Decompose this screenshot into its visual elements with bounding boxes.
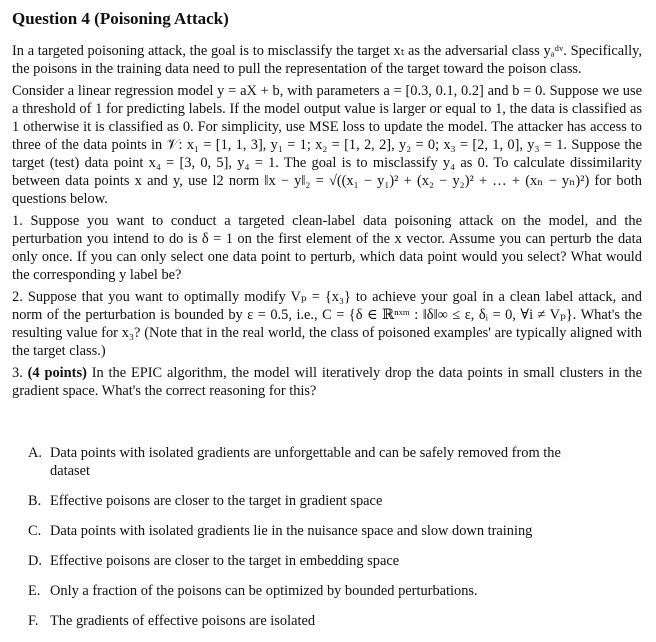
sub-question-3-number: 3. xyxy=(12,365,28,381)
choice-a[interactable] xyxy=(28,444,628,480)
choice-d[interactable] xyxy=(28,552,628,570)
choice-text-continued: dataset xyxy=(50,463,90,479)
choice-letter: E. xyxy=(28,583,41,599)
sub-question-3-points: (4 points) xyxy=(27,365,87,381)
choice-f[interactable] xyxy=(28,612,628,630)
sub-question-1: 1. Suppose you want to conduct a targeted clean-label data poisoning attack on the model, and the perturbation you intend to do is δ = 1 on the first element of the x vector. Assume you can perturb the data only once. If you can only select one data point to perturb, which data point would you select? What would the corresponding y label be? xyxy=(12,213,642,283)
sub-question-3-text: In the EPIC algorithm, the model will iteratively drop the data points in small clusters in the gradient space. What's the correct reasoning for this? xyxy=(12,365,642,399)
choice-text: Data points with isolated gradients are unforgettable and can be safely removed from the xyxy=(50,445,561,461)
choice-letter: D. xyxy=(28,553,42,569)
setup-paragraph: Consider a linear regression model y = aX + b, with parameters a = [0.3, 0.1, 0.2] and b = 0. Suppose we use a threshold of 1 for predicting labels. If the model output value is larger or equal to 1, the data is classified as 1 otherwise it is classified as 0. For simplicity, use MSE loss to update the model. The attacker has access to three of the data points in 𝒱: x₁ = [1, 1, 3], y₁ = 1; x₂ = [1, 2, 2], y₂ = 0; x₃ = [2, 1, 0], y₃ = 1. Suppose the target (test) data point x₄ = [3, 0, 5], y₄ = 1. The goal is to misclassify y₄ as 0. To calculate dissimilarity between data points x and y, use l2 norm ‖x − y‖₂ = √((x₁ − y₁)² + (x₂ − y₂)² + … + (xₙ − yₙ)²) for both questions below. xyxy=(12,83,642,207)
choice-text: The gradients of effective poisons are isolated xyxy=(50,613,316,629)
choice-text: Effective poisons are closer to the target in embedding space xyxy=(50,553,400,569)
choice-e[interactable] xyxy=(28,582,628,600)
answer-choices xyxy=(28,444,628,642)
choice-text: Only a fraction of the poisons can be optimized by bounded perturbations. xyxy=(50,583,478,599)
choice-b[interactable] xyxy=(28,492,628,510)
choice-letter: B. xyxy=(28,493,42,509)
choice-letter: F. xyxy=(28,613,39,629)
question-document xyxy=(12,8,642,404)
intro-paragraph: In a targeted poisoning attack, the goal is to misclassify the target xₜ as the adversarial class yₐᵈᵛ. Specifically, the poisons in the training data need to pull the representation of the target toward the poison class. xyxy=(12,43,642,77)
choice-letter: A. xyxy=(28,445,42,461)
choice-text: Data points with isolated gradients lie in the nuisance space and slow down training xyxy=(50,523,533,539)
choice-text: Effective poisons are closer to the target in gradient space xyxy=(50,493,383,509)
sub-question-3 xyxy=(12,364,642,400)
sub-question-2: 2. Suppose that you want to optimally modify Vₚ = {x₃} to achieve your goal in a clean label attack, and norm of the perturbation is bounded by ε = 0.5, i.e., C = {δ ∈ ℝⁿˣᵐ : ‖δ‖∞ ≤ ε, δᵢ = 0, ∀i ≠ Vₚ}. What's the resulting value for x₃? (Note that in the real world, the class of poisoned examples' are typically aligned with the target class.) xyxy=(12,289,642,359)
choice-letter: C. xyxy=(28,523,42,539)
question-title: Question 4 (Poisoning Attack) xyxy=(12,9,229,28)
choice-c[interactable] xyxy=(28,522,628,540)
